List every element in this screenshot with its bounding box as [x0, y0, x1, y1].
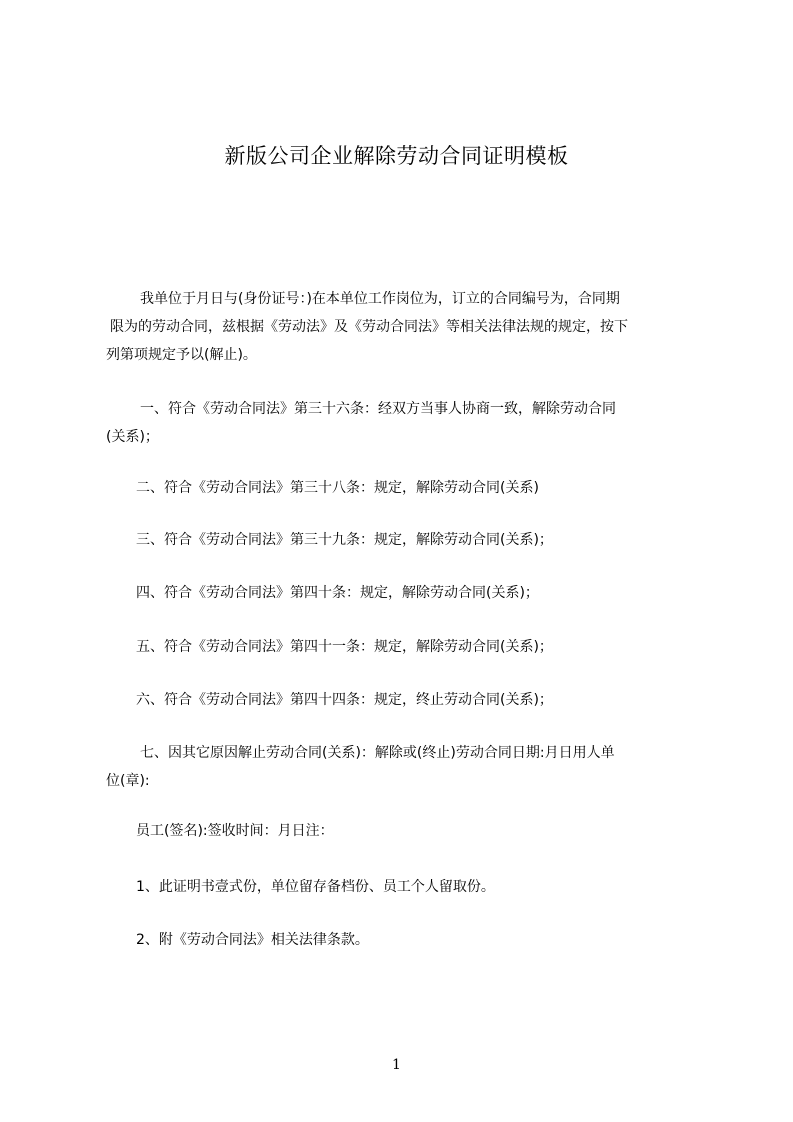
note-1 [106, 873, 706, 901]
intro-line-3: 列第项规定予以(解止)。 [106, 347, 257, 363]
clause-2-text: 二、符合《劳动合同法》第三十八条：规定，解除劳动合同(关系) [136, 480, 539, 496]
intro-paragraph [106, 285, 706, 369]
clause-3 [106, 526, 706, 554]
note-1-text: 1、此证明书壹式份，单位留存备档份、员工个人留取份。 [136, 879, 495, 895]
clause-4 [106, 579, 706, 607]
clause-1 [106, 395, 706, 451]
employee-signature-text: 员工(签名):签收时间：月日注： [136, 823, 334, 839]
employee-signature-line [106, 817, 706, 845]
clause-7-line-1: 七、因其它原因解止劳动合同(关系)：解除或(终止)劳动合同日期:月日用人单 [140, 745, 615, 761]
clause-2 [106, 474, 706, 502]
clause-5-text: 五、符合《劳动合同法》第四十一条：规定，解除劳动合同(关系)； [136, 639, 553, 655]
clause-4-text: 四、符合《劳动合同法》第四十条：规定，解除劳动合同(关系)； [136, 585, 539, 601]
note-2 [106, 926, 706, 954]
clause-5 [106, 633, 706, 661]
clause-1-line-1: 一、符合《劳动合同法》第三十六条：经双方当事人协商一致，解除劳动合同 [140, 401, 616, 417]
document-title: 新版公司企业解除劳动合同证明模板 [224, 144, 569, 168]
clause-7-line-2: 位(章): [106, 773, 150, 789]
clause-3-text: 三、符合《劳动合同法》第三十九条：规定，解除劳动合同(关系)； [136, 532, 553, 548]
note-2-text: 2、附《劳动合同法》相关法律条款。 [136, 932, 369, 948]
intro-line-2: 限为的劳动合同，兹根据《劳动法》及《劳动合同法》等相关法律法规的规定，按下 [110, 319, 628, 335]
clause-6-text: 六、符合《劳动合同法》第四十四条：规定，终止劳动合同(关系)； [136, 692, 553, 708]
clause-7 [106, 739, 706, 795]
page-number: 1 [392, 1057, 401, 1073]
clause-6 [106, 686, 706, 714]
clause-1-line-2: (关系)； [106, 429, 159, 445]
intro-line-1: 我单位于月日与(身份证号：)在本单位工作岗位为，订立的合同编号为，合同期 [140, 291, 620, 307]
